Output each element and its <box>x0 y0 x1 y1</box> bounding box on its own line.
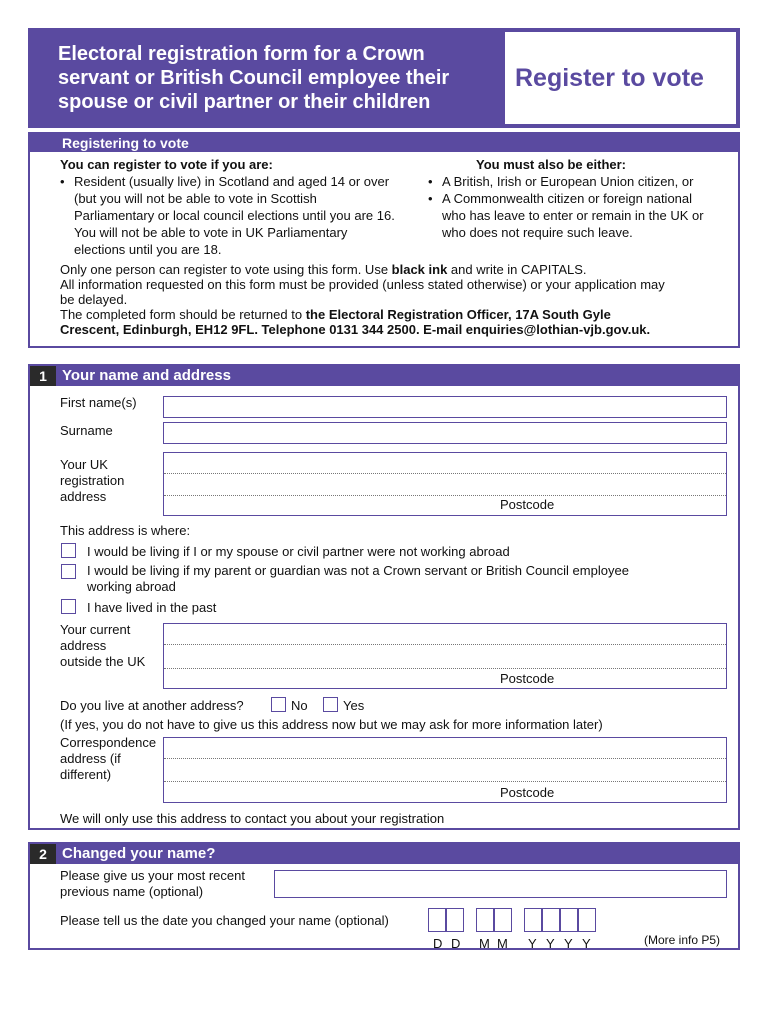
surname-label: Surname <box>60 423 113 438</box>
nationality-item: • A Commonwealth citizen or foreign national who has leave to enter or remain in the UK or who does not require such leave. <box>426 190 704 241</box>
yes-label: Yes <box>343 698 365 713</box>
name-and-address-section <box>28 364 740 830</box>
date-changed-label: Please tell us the date you changed your name (optional) <box>60 913 389 928</box>
another-address-yes-checkbox[interactable] <box>323 697 338 712</box>
date-format-hint: M <box>497 936 508 951</box>
section-number: 1 <box>30 366 56 386</box>
address-where-label: This address is where: <box>60 523 191 538</box>
date-year-box[interactable] <box>524 908 542 932</box>
uk-address-input[interactable] <box>163 452 727 516</box>
dotted-line <box>164 781 726 782</box>
spouse-abroad-option: I would be living if I or my spouse or civil partner were not working abroad <box>87 544 510 559</box>
date-format-hint: Y <box>528 936 537 951</box>
register-to-vote-title: Register to vote <box>515 64 704 92</box>
section-number: 2 <box>30 844 56 864</box>
date-year-box[interactable] <box>542 908 560 932</box>
date-format-hint: M <box>479 936 490 951</box>
another-address-question: Do you live at another address? <box>60 698 244 713</box>
section-header <box>30 366 738 386</box>
date-year-box[interactable] <box>560 908 578 932</box>
eligibility-item: • Resident (usually live) in Scotland and aged 14 or over (but you will not be able to vote in Scottish Parliamentary or local council elections until you are 16. You will not be able to vote in UK Parliamentary elections until you are 18. <box>58 173 395 258</box>
section-header <box>30 844 738 864</box>
form-title-line: Electoral registration form for a Crown <box>58 43 425 65</box>
dotted-line <box>164 473 726 474</box>
correspondence-address-label: Correspondence address (if different) <box>60 735 157 782</box>
correspondence-address-input[interactable] <box>163 737 727 803</box>
date-format-hint: D <box>451 936 461 951</box>
form-header <box>28 28 740 128</box>
eligibility-list <box>58 173 395 258</box>
first-name-label: First name(s) <box>60 395 137 410</box>
date-format-hint: Y <box>564 936 573 951</box>
section-title: Your name and address <box>62 367 231 384</box>
form-title <box>58 42 518 114</box>
eligibility-heading: You can register to vote if you are: <box>60 157 273 172</box>
no-label: No <box>291 698 308 713</box>
first-name-input[interactable] <box>163 396 727 418</box>
spouse-abroad-checkbox[interactable] <box>61 543 76 558</box>
changed-name-section <box>28 842 740 950</box>
current-address-label: Your current address outside the UK <box>60 622 146 669</box>
date-format-hint: D <box>433 936 443 951</box>
parent-abroad-option: I would be living if my parent or guardian was not a Crown servant or British Council employee working abroad <box>87 563 629 594</box>
form-title-line: spouse or civil partner or their children <box>58 91 431 113</box>
dotted-line <box>164 644 726 645</box>
previous-name-input[interactable] <box>274 870 727 898</box>
postcode-label: Postcode <box>500 497 555 512</box>
another-address-no-checkbox[interactable] <box>271 697 286 712</box>
dotted-line <box>164 758 726 759</box>
instructions-line: All information requested on this form must be provided (unless stated otherwise) or your application may <box>60 277 665 292</box>
register-to-vote-panel <box>503 30 738 126</box>
uk-address-label: Your UK registration address <box>60 457 125 504</box>
more-info-link: (More info P5) <box>644 933 721 947</box>
contact-details-line: Crescent, Edinburgh, EH12 9FL. Telephone 0131 344 2500. E-mail enquiries@lothian-vjb.gov.uk. <box>60 322 651 337</box>
previous-name-label: Please give us your most recent previous name (optional) <box>60 868 245 899</box>
date-month-box[interactable] <box>476 908 494 932</box>
nationality-heading: You must also be either: <box>476 157 627 172</box>
date-day-box[interactable] <box>446 908 464 932</box>
parent-abroad-checkbox[interactable] <box>61 564 76 579</box>
lived-in-past-option: I have lived in the past <box>87 600 217 615</box>
nationality-list <box>426 173 704 241</box>
instructions-line: Only one person can register to vote using this form. Use black ink and write in CAPITALS. <box>60 262 587 277</box>
postcode-label: Postcode <box>500 785 555 800</box>
contact-note: We will only use this address to contact you about your registration <box>60 811 445 826</box>
date-day-box[interactable] <box>428 908 446 932</box>
registering-to-vote-bar: Registering to vote <box>30 134 738 152</box>
instructions-line: be delayed. <box>60 292 128 307</box>
postcode-label: Postcode <box>500 671 555 686</box>
return-address-line: The completed form should be returned to the Electoral Registration Officer, 17A South Gyle <box>60 307 611 322</box>
current-address-input[interactable] <box>163 623 727 689</box>
dotted-line <box>164 495 726 496</box>
if-yes-note: (If yes, you do not have to give us this address now but we may ask for more information later) <box>60 717 603 732</box>
date-year-box[interactable] <box>578 908 596 932</box>
section-title: Changed your name? <box>62 845 216 862</box>
dotted-line <box>164 668 726 669</box>
lived-in-past-checkbox[interactable] <box>61 599 76 614</box>
form-title-line: servant or British Council employee their <box>58 67 450 89</box>
nationality-item: • A British, Irish or European Union citizen, or <box>426 173 704 190</box>
date-format-hint: Y <box>582 936 591 951</box>
date-format-hint: Y <box>546 936 555 951</box>
registering-to-vote-section <box>28 132 740 348</box>
date-month-box[interactable] <box>494 908 512 932</box>
surname-input[interactable] <box>163 422 727 444</box>
